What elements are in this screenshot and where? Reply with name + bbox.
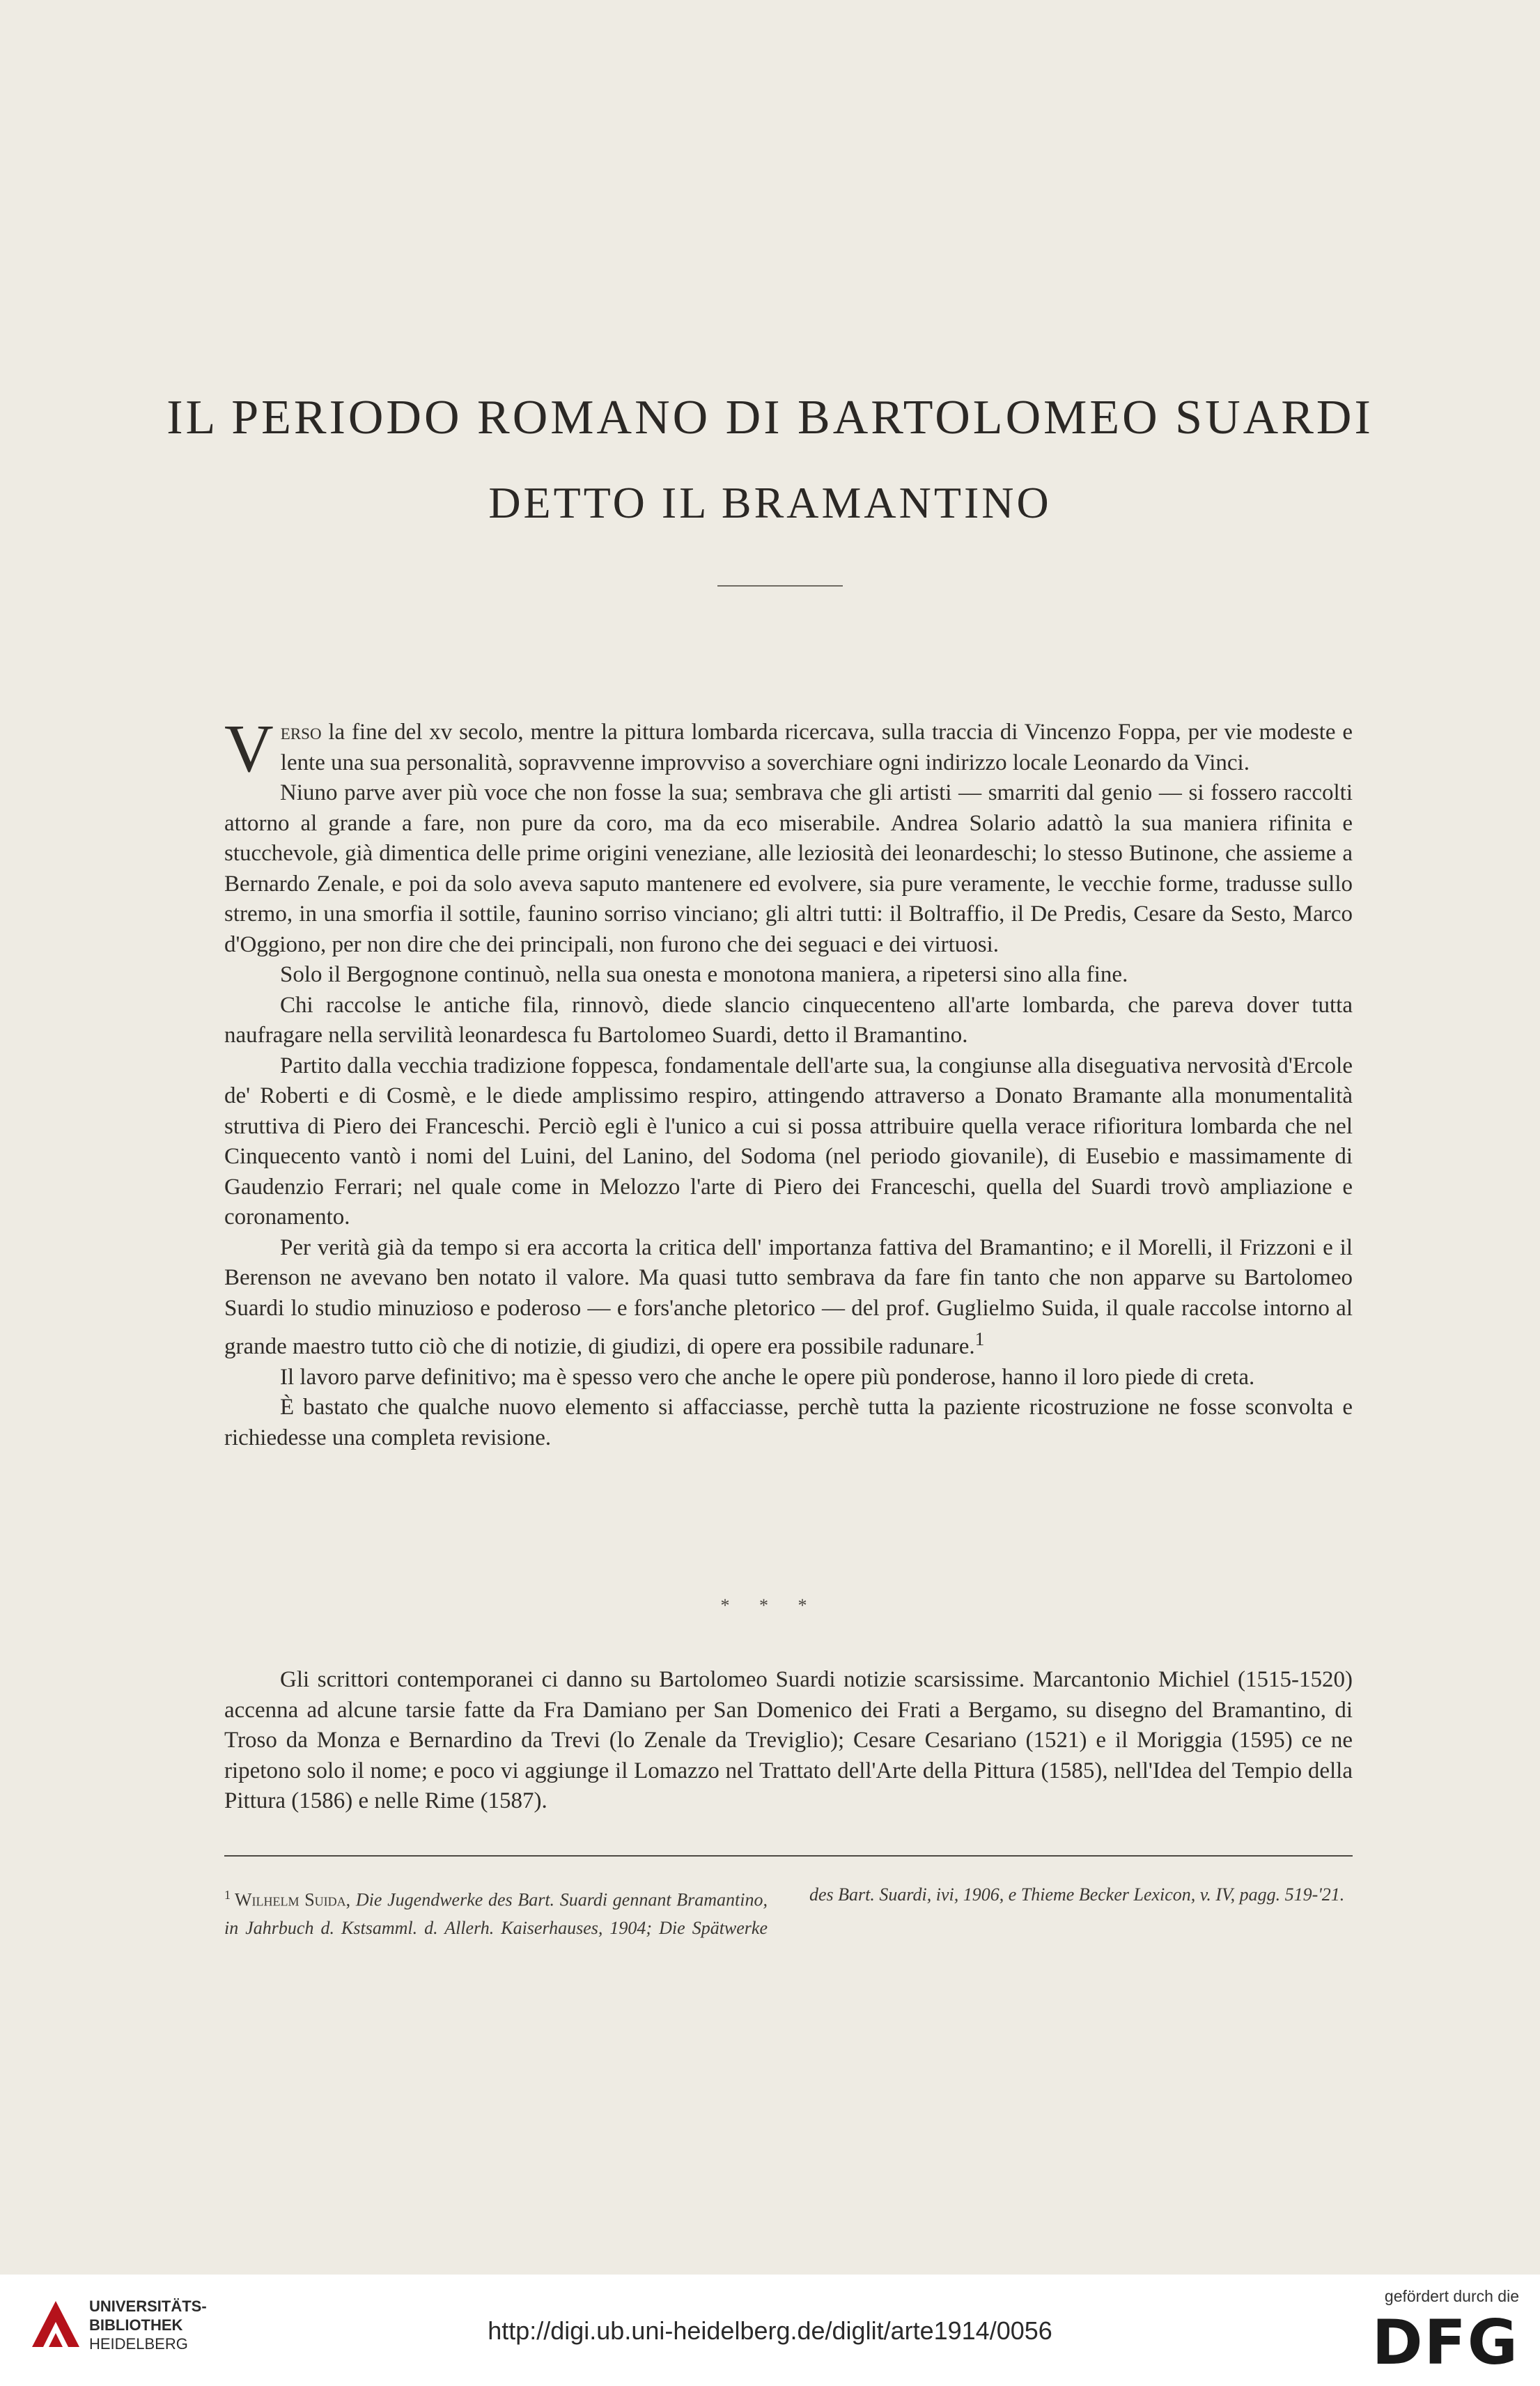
article-title-line-2: DETTO IL BRAMANTINO (488, 478, 1052, 527)
footnote-reference: 1 (974, 1328, 985, 1349)
paragraph: Gli scrittori contemporanei ci danno su Bartolomeo Suardi notizie scarsissime. Marcantonio Michiel (1515-1520) accenna ad alcune tarsie fatte da Fra Damiano per San Domenico dei Frati a Bergamo, su disegno del Bramantino, di Troso da Monza e Bernardino da Trevi (lo Zenale da Treviglio); Cesare Cesariano (1521) e il Moriggia (1595) ce ne ripetono solo il nome; e poco vi aggiunge il Lomazzo nel Trattato dell'Arte della Pittura (1585), nell'Idea del Tempio della Pittura (1586) e nelle Rime (1587). (224, 1667, 1353, 1813)
article-title-line-1: IL PERIODO ROMANO DI BARTOLOMEO SUARDI (166, 391, 1374, 444)
title-divider (717, 585, 843, 587)
footnote-text: Die Jugendwerke des Bart. Suardi gennant Bramantino, in Jahrbuch d. Kstsamml. d. Allerh. Kaiserhauses, 1904; Die Spätwerke des Bart. Suardi, ivi, 1906, e Thieme Becker Lexicon, v. IV, pagg. 519-'21. (224, 1884, 1345, 1938)
paragraph: Partito dalla vecchia tradizione foppesca, fondamentale dell'arte sua, la congiunse alla diseguativa nervosità d'Ercole de' Roberti e di Cosmè, e le diede amplissimo respiro, attingendo attraverso a Donato Bramante alla monumentalità struttiva di Piero dei Franceschi. Perciò egli è l'unico a cui si possa attribuire quella verace rifioritura lombarda che nel Cinquecento vantò i nomi del Luini, del Lanino, del Sodoma (nel periodo giovanile), di Eusebio e massimamente di Gaudenzio Ferrari; nel quale come in Melozzo l'arte di Piero dei Franceschi, quella del Suardi trovò ampliazione e coronamento. (224, 1053, 1353, 1230)
library-name-line: BIBLIOTHEK (89, 2316, 183, 2334)
paragraph: Chi raccolse le antiche fila, rinnovò, diede slancio cinquecenteno all'arte lombarda, che pareva dover tutta naufragare nella servilità leonardesca fu Bartolomeo Suardi, detto il Bramantino. (224, 992, 1353, 1048)
drop-cap: V (224, 711, 274, 787)
funding-caption: gefördert durch die (1384, 2287, 1519, 2305)
library-name-line: UNIVERSITÄTS- (89, 2298, 207, 2315)
paragraph (224, 1233, 1353, 1363)
lead-word: erso (280, 720, 322, 745)
footnote-mark: 1 (224, 1888, 231, 1902)
footnote (224, 1881, 1353, 1942)
dfg-logo: DFG (1371, 2307, 1519, 2378)
section-separator: * * * (720, 1595, 820, 1616)
paragraph: Solo il Bergognone continuò, nella sua onesta e monotona maniera, a ripetersi sino alla fine. (280, 962, 1128, 987)
paragraph: È bastato che qualche nuovo elemento si affacciasse, perchè tutta la paziente ricostruzione ne fosse sconvolta e richiedesse una completa revisione. (224, 1395, 1353, 1450)
paragraph-text: la fine del xv secolo, mentre la pittura lombarda ricercava, sulla traccia di Vincenzo Foppa, per vie modeste e lente una sua personalità, sopravvenne improvviso a soverchiare ogni indirizzo locale Leonardo da Vinci. (280, 720, 1353, 775)
article-section-2 (224, 1665, 1353, 1817)
permalink-url[interactable]: http://digi.ub.uni-heidelberg.de/diglit/arte1914/0056 (488, 2316, 1052, 2345)
paragraph: Niuno parve aver più voce che non fosse la sua; sembrava che gli artisti — smarriti dal genio — si fossero raccolti attorno al grande a fare, non pure da coro, ma da eco miserabile. Andrea Solario adattò la sua maniera rifinita e stucchevole, già dimentica delle prime origini veneziane, alle leziosità dei leonardeschi; lo stesso Butinone, che assieme a Bernardo Zenale, e poi da solo aveva saputo mantenere ed evolvere, sia pure veramente, le vecchie forme, tradusse sullo stremo, in una smorfia il sottile, faunino sorriso vinciano; gli altri tutti: il Boltraffio, il De Predis, Cesare da Sesto, Marco d'Oggiono, per non dire che dei principali, non furono che dei seguaci e dei virtuosi. (224, 780, 1353, 957)
footnote-author: Wilhelm Suida, (235, 1889, 351, 1910)
paragraph-text: Per verità già da tempo si era accorta la critica dell' importanza fattiva del Bramantino; e il Morelli, il Frizzoni e il Berenson ne avevano ben notato il valore. Ma quasi tutto sembrava da fare fin tanto che non apparve su Bartolomeo Suardi lo studio minuzioso e poderoso — e fors'anche pletorico — del prof. Guglielmo Suida, il quale raccolse intorno al grande maestro tutto ciò che di notizie, di giudizi, di opere era possibile radunare. (224, 1234, 1353, 1359)
paragraph (224, 711, 1353, 787)
footnote-divider (224, 1855, 1353, 1857)
paragraph: Il lavoro parve definitivo; ma è spesso vero che anche le opere più ponderose, hanno il loro piede di creta. (280, 1364, 1255, 1390)
library-name-line: HEIDELBERG (89, 2335, 188, 2353)
article-body (224, 711, 1353, 1453)
